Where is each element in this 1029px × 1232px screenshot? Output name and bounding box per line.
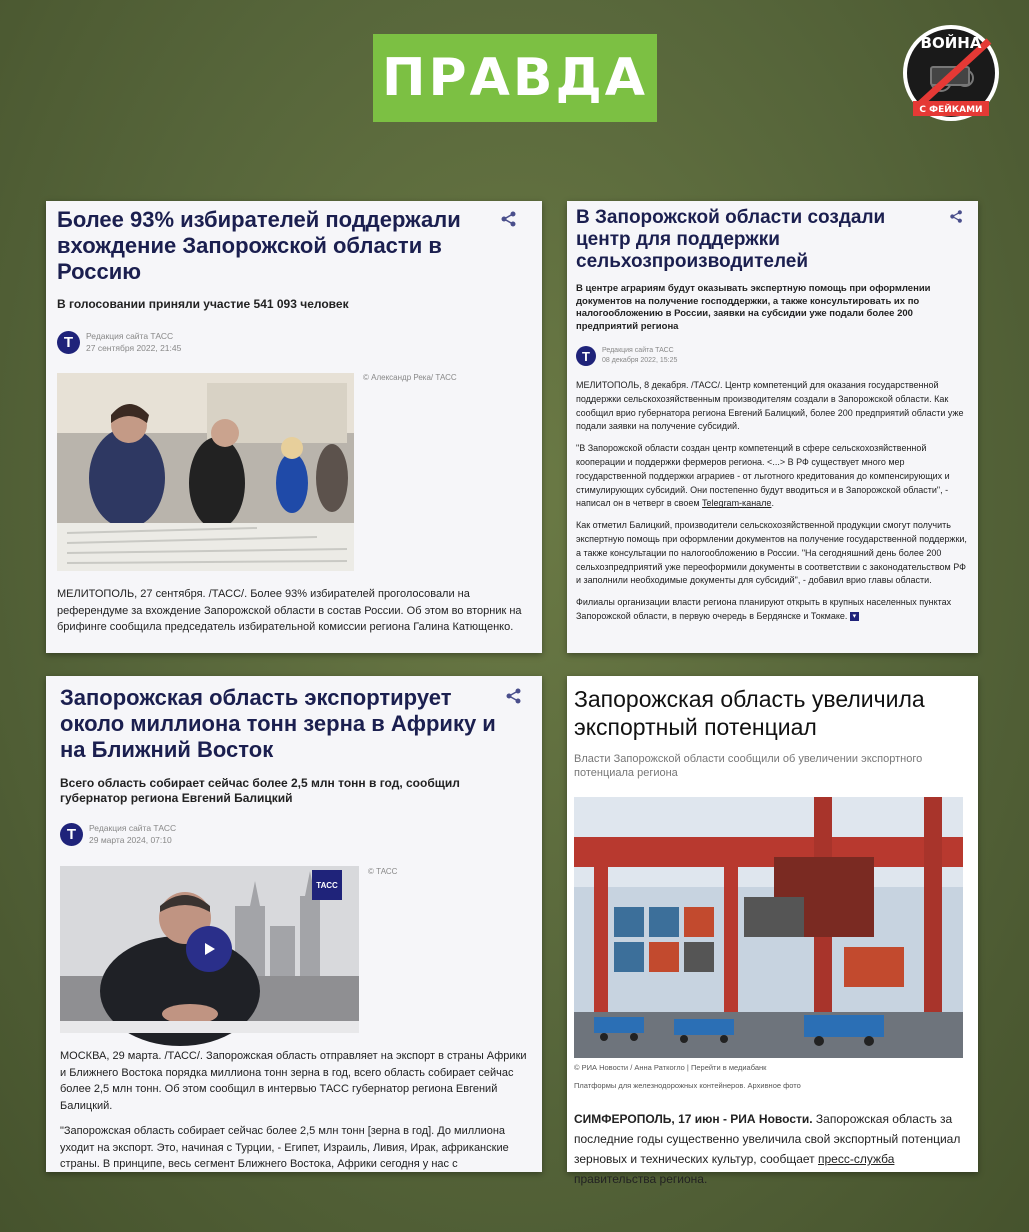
article-title[interactable]: В Запорожской области создали центр для поддержки сельхозпроизводителей [576, 207, 886, 272]
article-card-2[interactable] [567, 201, 978, 653]
author-name: Редакция сайта ТАСС [86, 331, 174, 341]
video-player[interactable] [60, 866, 359, 1033]
article-lead: СИМФЕРОПОЛЬ, 17 июн - РИА Новости. [574, 1112, 813, 1126]
article-body [574, 1109, 969, 1189]
publish-date: 27 сентября 2022, 21:45 [86, 343, 182, 353]
article-subtitle: В центре аграриям будут оказывать экспертную помощь при оформлении документов на получение господдержки, а также консультировать их по налогообложению в России, заявки на субсидии уже подали более 200 предприятий региона [576, 283, 931, 332]
paragraph [576, 442, 968, 511]
article-card-1[interactable] [46, 201, 542, 653]
expand-arrow-icon[interactable]: ▾ [850, 612, 859, 621]
tass-avatar: T [60, 823, 83, 846]
photo-credit[interactable]: © РИА Новости / Анна Раткогло | Перейти в медиабанк [574, 1063, 767, 1072]
article-card-4[interactable] [567, 676, 978, 1186]
paragraph: Как отметил Балицкий, производители сельскохозяйственной продукции смогут получить экспертную помощь при оформлении документов на получение государственной поддержки, а также консультации по налогообложению в России. "На сегодняшний день более 200 сельхозпредприятий уже переоформили документы в соответствии с законодательством РФ и заполнили необходимые документы для субсидий", - добавил врио главы области. [576, 520, 967, 586]
tass-avatar: T [576, 346, 596, 366]
paragraph-text: Запорожская область за последние годы существенно увеличила свой экспортный потенциал зерновых и технических культур, сообщает [574, 1112, 961, 1166]
author-block [60, 822, 176, 846]
telegram-link[interactable]: Telegram-канале [702, 498, 772, 509]
paragraph [576, 596, 968, 624]
video-credit: © ТАСС [368, 867, 398, 876]
press-service-link[interactable]: пресс-служба [817, 1152, 895, 1166]
share-icon[interactable] [505, 687, 523, 705]
photo-caption: Платформы для железнодорожных контейнеров. Архивное фото [574, 1081, 801, 1090]
war-on-fakes-logo [901, 23, 1001, 123]
share-icon[interactable] [500, 210, 518, 228]
article-card-3[interactable] [46, 676, 542, 1172]
article-title[interactable]: Запорожская область экспортирует около миллиона тонн зерна в Африку и на Ближний Восток [60, 685, 496, 762]
paragraph-text: Филиалы организации власти региона планируют открыть в крупных населенных пунктах Запорожской области, в первую очередь в Бердянске и Токмаке. [576, 597, 952, 621]
author-name: Редакция сайта ТАСС [602, 347, 674, 354]
article-title[interactable]: Более 93% избирателей поддержали вхождение Запорожской области в Россию [57, 207, 461, 284]
election-photo [57, 373, 354, 571]
paragraph-text: "В Запорожской области создан центр компетенций в сфере сельскохозяйственной кооперации и поддержки фермеров региона. <...> В РФ существует много мер государственной поддержки аграриев - от льготного кредитования до компенсирующих и стимулирующих субсидий. Они постепенно будут вводиться и в Запорожской области", - написал он в четверг в своем [576, 443, 950, 509]
play-icon [201, 941, 217, 957]
paragraph-text: правительства региона. [574, 1172, 708, 1186]
logo-bottom-text: С ФЕЙКАМИ [919, 105, 983, 115]
author-block [576, 346, 677, 366]
play-button[interactable] [186, 926, 232, 972]
author-name: Редакция сайта ТАСС [89, 823, 177, 833]
article-subtitle: Власти Запорожской области сообщили об увеличении экспортного потенциала региона [574, 753, 923, 779]
pravda-banner: ПРАВДА [373, 34, 657, 122]
tass-video-badge: ТАСС [312, 870, 342, 900]
author-block [57, 330, 181, 354]
logo-top-text: ВОЙНА [920, 34, 982, 52]
paragraph: МЕЛИТОПОЛЬ, 8 декабря. /ТАСС/. Центр компетенций для оказания государственной поддержки сельскохозяйственным производителям создали в Запорожской области. Как сообщил врио губернатора региона Евгений Балицкий, более 200 предприятий области уже подали заявки на получение субсидий. [576, 380, 964, 432]
publish-date: 29 марта 2024, 07:10 [89, 835, 172, 845]
article-body [60, 1048, 530, 1182]
paragraph-text: . [771, 498, 774, 509]
photo-credit: © Александр Река/ ТАСС [363, 373, 457, 382]
paragraph: "Запорожская область собирает сейчас более 2,5 млн тонн [зерна в год]. До миллиона уходит на экспорт. Это, начиная с Турции, - Египет, Израиль, Ливия, Ирак, африканские страны. В принципе, весь сегмент Ближнего Востока, Африки сегодня у нас с [60, 1125, 509, 1170]
article-body [576, 379, 968, 632]
publish-date: 08 декабря 2022, 15:25 [602, 357, 678, 364]
tass-avatar: T [57, 331, 80, 354]
share-icon[interactable] [949, 209, 964, 224]
port-containers-photo [574, 797, 963, 1058]
article-subtitle: В голосовании приняли участие 541 093 человек [57, 297, 349, 311]
paragraph: МОСКВА, 29 марта. /ТАСС/. Запорожская область отправляет на экспорт в страны Африки и Ближнего Востока порядка миллиона тонн зерна в год, всего область собирает сейчас более 2,5 млн тонн. Об этом сообщил в интервью ТАСС губернатор региона Евгений Балицкий. [60, 1050, 527, 1112]
article-title[interactable]: Запорожская область увеличила экспортный потенциал [574, 686, 925, 740]
article-body: МЕЛИТОПОЛЬ, 27 сентября. /ТАСС/. Более 93% избирателей проголосовали на референдуме за вхождение Запорожской области в состав России. Об этом во вторник на брифинге сообщила председатель избирательной комиссии региона Галина Катющенко. [57, 588, 522, 633]
article-subtitle: Всего область собирает сейчас более 2,5 млн тонн в год, сообщил губернатор региона Евгений Балицкий [60, 776, 460, 805]
